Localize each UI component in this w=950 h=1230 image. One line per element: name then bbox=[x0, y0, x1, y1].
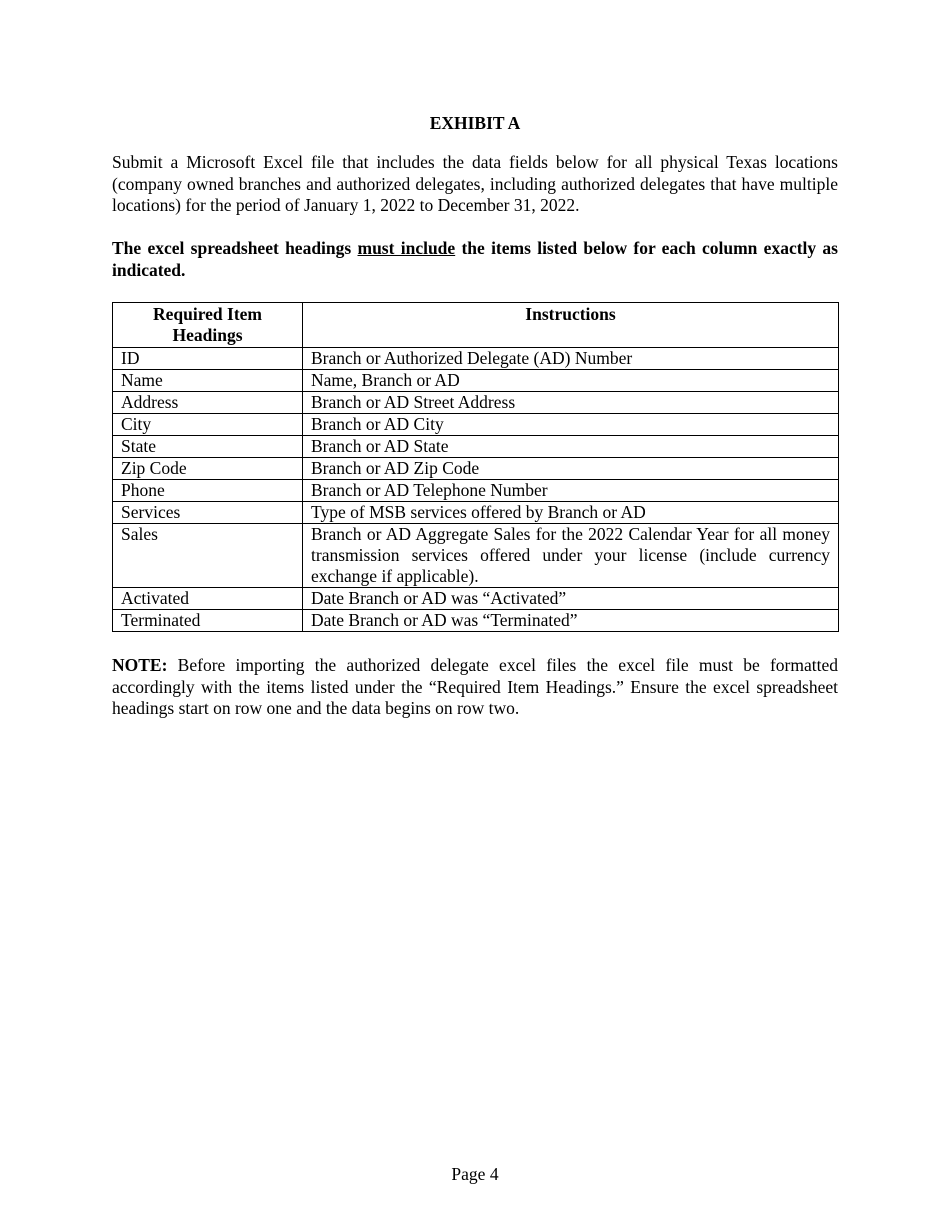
row-instruction-cell: Date Branch or AD was “Activated” bbox=[303, 588, 839, 610]
headings-note-underlined: must include bbox=[357, 238, 456, 258]
row-heading-cell: City bbox=[113, 414, 303, 436]
row-heading-cell: State bbox=[113, 436, 303, 458]
table-row bbox=[113, 524, 839, 588]
formatting-note bbox=[112, 655, 838, 720]
page-number: Page 4 bbox=[451, 1164, 499, 1184]
table-row bbox=[113, 436, 839, 458]
table-row bbox=[113, 588, 839, 610]
row-heading-cell: Phone bbox=[113, 480, 303, 502]
row-heading-cell: Terminated bbox=[113, 610, 303, 632]
row-instruction-cell: Branch or AD Aggregate Sales for the 2022 Calendar Year for all money transmission services offered under your license (include currency exchange if applicable). bbox=[303, 524, 839, 588]
row-instruction-cell: Branch or AD City bbox=[303, 414, 839, 436]
note-text: Before importing the authorized delegate excel files the excel file must be formatted accordingly with the items listed under the “Required Item Headings.” Ensure the excel spreadsheet headings start on row one and the data begins on row two. bbox=[112, 655, 838, 719]
headings-note-part1: The excel spreadsheet headings bbox=[112, 238, 358, 258]
row-heading-cell: Services bbox=[113, 502, 303, 524]
row-heading-cell: Address bbox=[113, 392, 303, 414]
row-instruction-cell: Branch or AD Zip Code bbox=[303, 458, 839, 480]
intro-paragraph: Submit a Microsoft Excel file that includes the data fields below for all physical Texas locations (company owned branches and authorized delegates, including authorized delegates that have multiple locations) for the period of January 1, 2022 to December 31, 2022. bbox=[112, 152, 838, 216]
column-header-required-item-headings: Required Item Headings bbox=[113, 303, 303, 348]
headings-requirement-note bbox=[112, 238, 838, 281]
row-heading-cell: Sales bbox=[113, 524, 303, 588]
row-instruction-cell: Date Branch or AD was “Terminated” bbox=[303, 610, 839, 632]
note-label: NOTE: bbox=[112, 655, 168, 675]
row-heading-cell: ID bbox=[113, 348, 303, 370]
table-row bbox=[113, 348, 839, 370]
headings-note-part2: the items listed below for each column exactly as indicated. bbox=[112, 238, 838, 280]
row-instruction-cell: Type of MSB services offered by Branch or AD bbox=[303, 502, 839, 524]
row-instruction-cell: Name, Branch or AD bbox=[303, 370, 839, 392]
row-heading-cell: Activated bbox=[113, 588, 303, 610]
row-instruction-cell: Branch or AD Telephone Number bbox=[303, 480, 839, 502]
exhibit-title: EXHIBIT A bbox=[429, 113, 521, 133]
table-row bbox=[113, 414, 839, 436]
table-row bbox=[113, 392, 839, 414]
table-row bbox=[113, 370, 839, 392]
row-instruction-cell: Branch or AD Street Address bbox=[303, 392, 839, 414]
row-heading-cell: Name bbox=[113, 370, 303, 392]
table-row bbox=[113, 480, 839, 502]
table-row bbox=[113, 610, 839, 632]
column-header-instructions: Instructions bbox=[303, 303, 839, 348]
row-instruction-cell: Branch or Authorized Delegate (AD) Number bbox=[303, 348, 839, 370]
required-fields-table bbox=[112, 302, 839, 632]
table-row bbox=[113, 458, 839, 480]
table-header-row bbox=[113, 303, 839, 348]
table-row bbox=[113, 502, 839, 524]
row-heading-cell: Zip Code bbox=[113, 458, 303, 480]
row-instruction-cell: Branch or AD State bbox=[303, 436, 839, 458]
